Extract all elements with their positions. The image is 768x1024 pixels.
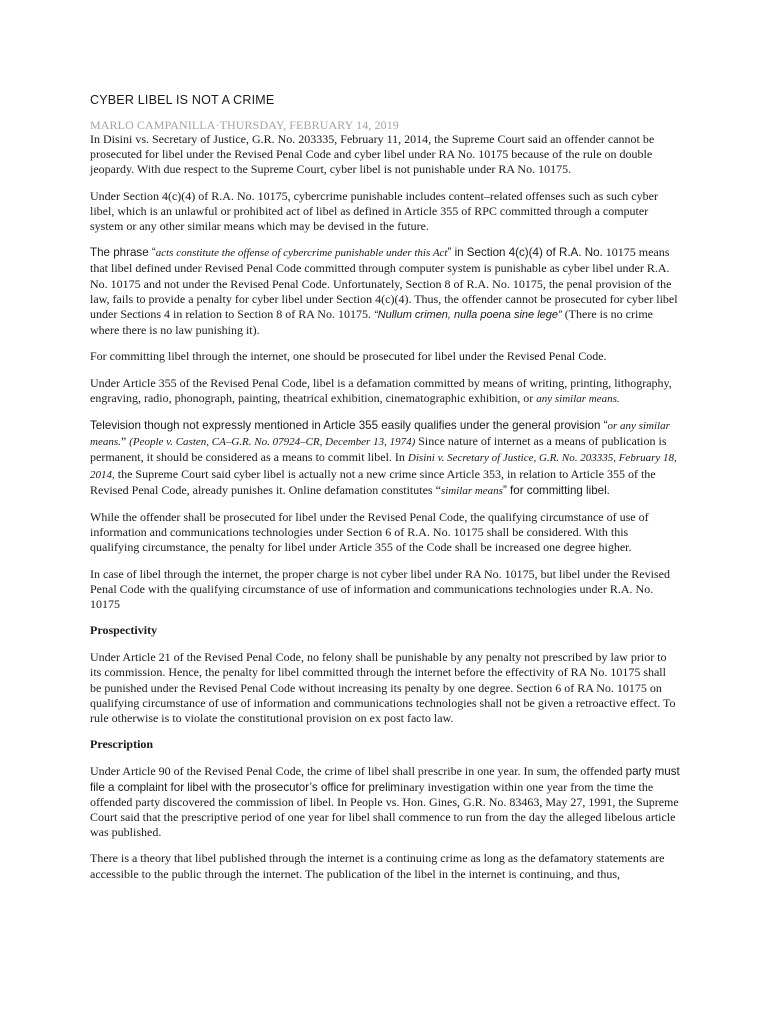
paragraph-6 [90,418,680,499]
paragraph-6-lead: Television though not expressly mentioned in Article 355 easily qualifies under the general provision “ [90,419,608,433]
paragraph-10 [90,764,680,840]
paragraph-10-body: Under Article 90 of the Revised Penal Code, the crime of libel shall prescribe in one year. In sum, the offended [90,764,626,779]
paragraph-6-close-quote: ” [120,434,130,449]
paragraph-3-tail: (There is no crime where there is no law punishing it). [90,307,653,338]
paragraph-6-body: Since nature of internet as a means of publication is permanent, it should be considered as a means to commit libel. In [90,434,667,465]
paragraph-9: Under Article 21 of the Revised Penal Code, no felony shall be punishable by any penalty not prescribed by law prior to its commission. Hence, the penalty for libel committed through the internet before the effectivity of RA No. 10175 shall be punished under the Revised Penal Code without increasing its penalty by one degree. Section 6 of RA No. 10175 on qualifying circumstance of use of information and communications technologies shall not be given a retroactive effect. To rule otherwise is to violate the constitutional provision on ex post facto law. [90,650,676,726]
paragraph-7: While the offender shall be prosecuted for libel under the Revised Penal Code, the qualifying circumstance of use of information and communications technologies under Section 6 of R.A. No. 10175 shall be considered. With this qualifying circumstance, the penalty for libel under Article 355 of the Code shall be increased one degree higher. [90,510,649,555]
paragraph-6-similar-means: similar means [440,484,503,497]
paragraph-3-lead: The phrase “ [90,246,156,260]
paragraph-5-body: Under Article 355 of the Revised Penal Code, libel is a defamation committed by means of writing, printing, lithography, engraving, radio, phonograph, painting, theatrical exhibition, cinematographic exhibition, or [90,375,672,405]
paragraph-6-tail: ” for committing libel [502,483,607,497]
paragraph-8: In case of libel through the internet, the proper charge is not cyber libel under RA No. 10175, but libel under the Revised Penal Code with the qualifying circumstance of use of information and communications technologies under R.A. No. 10175 [90,566,670,612]
paragraph-11: There is a theory that libel published through the internet is a continuing crime as long as the defamatory statements are accessible to the public through the internet. The publication of the libel in the internet is continuing, and thus, [90,851,665,881]
paragraph-1: In Disini vs. Secretary of Justice, G.R. No. 203335, February 11, 2014, the Supreme Court said an offender cannot be prosecuted for libel under the Revised Penal Code and cyber libel under RA No. 10175 because of the rule on double jeopardy. With due respect to the Supreme Court, cyber libel is not punishable under RA No. 10175. [90,132,655,177]
paragraph-3-quote: acts constitute the offense of cybercrime punishable under this Act [155,247,448,260]
paragraph-3-maxim: “Nullum crimen, nulla poena sine lege” [373,309,562,322]
paragraph-4: For committing libel through the internet, one should be prosecuted for libel under the Revised Penal Code. [90,349,607,364]
paragraph-6-citation: (People v. Casten, CA–G.R. No. 07924–CR, December 13, 1974) [129,436,416,449]
heading-prospectivity: Prospectivity [90,623,158,638]
paragraph-6-case: Disini v. Secretary of Justice, G.R. No. 203335, February 18, 2014, [90,452,677,481]
document-byline: MARLO CAMPANILLA·THURSDAY, FEBRUARY 14, 2019 [90,118,399,132]
paragraph-3 [90,245,680,338]
paragraph-6-quote: or any similar means. [90,420,670,449]
paragraph-3-section: ” in Section 4(c)(4) of R.A. No. [447,246,603,260]
document-title: CYBER LIBEL IS NOT A CRIME [90,93,275,107]
paragraph-10-sans: party must file a complaint for libel with the prosecutor’s office for prelim [90,765,680,794]
document-page [90,92,680,893]
paragraph-2: Under Section 4(c)(4) of R.A. No. 10175, cybercrime punishable includes content–related offenses such as such cyber libel, which is an unlawful or prohibited act of libel as defined in Article 355 of RPC committed through a computer system or any other similar means which may be devised in the future. [90,188,658,234]
paragraph-10-body-2: inary investigation within one year from the time the offended party discovered the commission of libel. In People vs. Hon. Gines, G.R. No. 83463, May 27, 1991, the Supreme Court said that the prescriptive period of one year for libel shall commence to run from the day the alleged libelous article was published. [90,779,679,840]
heading-prescription: Prescription [90,737,154,752]
paragraph-6-period: . [606,482,610,497]
paragraph-5 [90,376,680,407]
paragraph-5-italic: any similar means. [536,392,620,405]
paragraph-3-body: 10175 means that libel defined under Revised Penal Code committed through computer system is punishable as cyber libel under R.A. No. 10175 and not under the Revised Penal Code. Unfortunately, Section 8 of R.A. No. 10175, the penal provision of the law, fails to provide a penalty for cyber libel under Section 4(c)(4). Thus, the offender cannot be prosecuted for cyber libel under Sections 4 in relation to Section 8 of RA No. 10175. [90,245,678,322]
paragraph-6-body-2: the Supreme Court said cyber libel is actually not a new crime since Article 353, in relation to Article 355 of the Revised Penal Code, already punishes it. Online defamation constitutes “ [90,466,656,497]
